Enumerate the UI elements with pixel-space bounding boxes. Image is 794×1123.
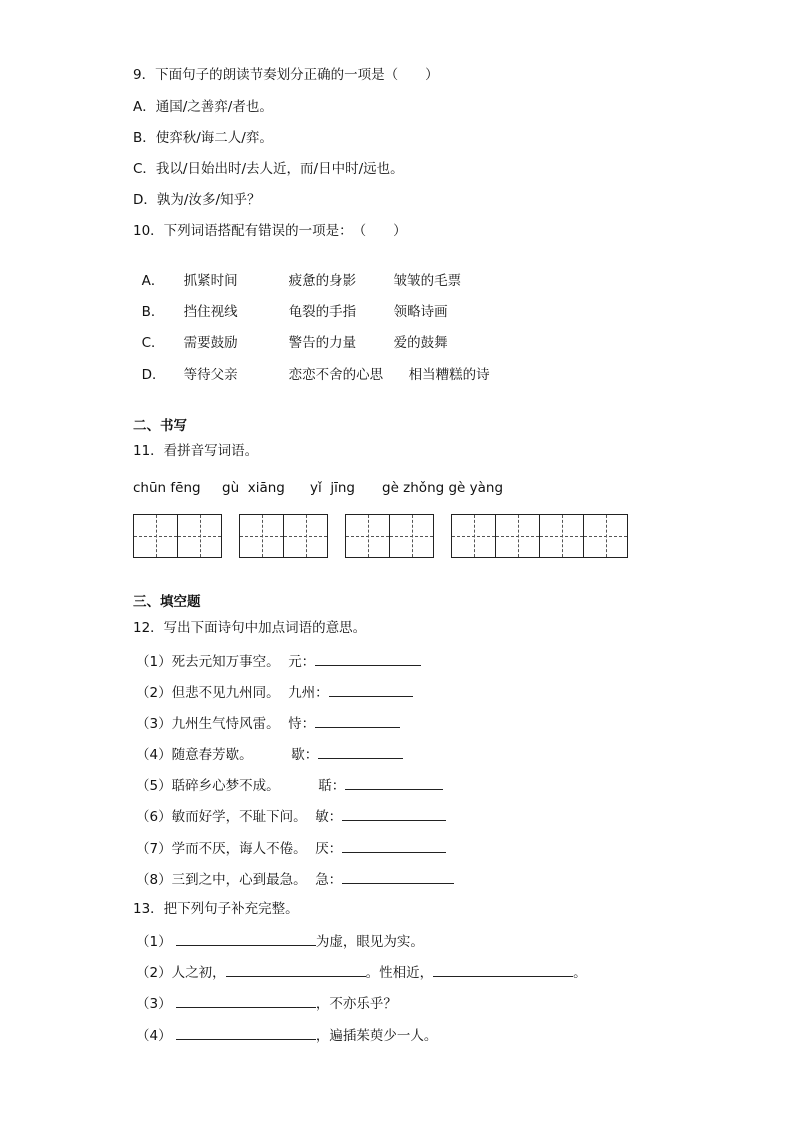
q9-option-c: C．我以/日始出时/去人近，而/日中时/远也。 [133,161,404,177]
answer-blank[interactable] [433,962,573,977]
word: 疲惫的身影 [288,273,357,289]
q10-option-c [133,316,448,352]
answer-blank[interactable] [315,651,421,666]
answer-blank[interactable] [345,775,443,790]
word: 抓紧时间 [183,273,238,289]
pinyin-1: chūn fēng [133,480,201,496]
answer-blank[interactable] [176,1025,316,1040]
word: 领略诗画 [393,304,448,320]
word: 警告的力量 [288,335,357,351]
q12-item-8: （8）三到之中，心到最急。 急： [136,869,454,889]
option-label: B． [141,304,165,320]
q13-item-4: （4） ，遍插茱萸少一人。 [136,1025,437,1045]
q11-stem: 11．看拼音写词语。 [133,443,259,459]
answer-blank[interactable] [315,713,400,728]
word: 需要鼓励 [183,335,238,351]
q9-option-a: A．通国/之善弈/者也。 [133,99,273,115]
answer-blank[interactable] [342,806,446,821]
writing-grid-3[interactable] [345,514,433,558]
q9-option-b: B．使弈秋/诲二人/弈。 [133,130,273,146]
pinyin-2: gù xiāng [222,480,285,496]
q12-item-5: （5）聒碎乡心梦不成。 聒： [136,775,443,795]
option-label: A． [141,273,165,289]
word: 皱皱的毛票 [393,273,462,289]
writing-grid-2[interactable] [239,514,327,558]
writing-cell[interactable] [177,514,222,558]
pinyin-3: yǐ jīng [310,480,355,496]
writing-grid-4[interactable] [451,514,627,558]
pinyin-4: gè zhǒng gè yàng [382,480,504,496]
writing-grid-1[interactable] [133,514,221,558]
word: 等待父亲 [183,367,238,383]
answer-blank[interactable] [342,838,446,853]
q12-item-3: （3）九州生气恃风雷。 恃： [136,713,400,733]
q12-item-1: （1）死去元知万事空。 元： [136,651,421,671]
word: 恋恋不舍的心思 [288,367,384,383]
option-label: D． [141,367,166,383]
section-2-title: 二、书写 [133,418,187,434]
answer-blank[interactable] [318,744,403,759]
writing-cell[interactable] [283,514,328,558]
word: 爱的鼓舞 [393,335,448,351]
q9-option-d: D．孰为/汝多/知乎？ [133,192,261,208]
q9-stem: 9．下面句子的朗读节奏划分正确的一项是（ ） [133,67,439,83]
writing-cell[interactable] [239,514,284,558]
option-label: C． [141,335,165,351]
q10-stem: 10．下列词语搭配有错误的一项是： （ ） [133,223,407,239]
q12-item-4: （4）随意春芳歇。 歇： [136,744,403,764]
answer-blank[interactable] [342,869,454,884]
section-3-title: 三、填空题 [133,594,201,610]
answer-blank[interactable] [176,993,316,1008]
q12-item-6: （6）敏而好学，不耻下问。 敏： [136,806,446,826]
writing-cell[interactable] [539,514,584,558]
word: 相当糟糕的诗 [408,367,490,383]
q13-item-2: （2）人之初， 。性相近， 。 [136,962,587,982]
writing-cell[interactable] [133,514,178,558]
q13-item-3: （3） ，不亦乐乎？ [136,993,397,1013]
answer-blank[interactable] [329,682,413,697]
answer-blank[interactable] [226,962,366,977]
q13-stem: 13．把下列句子补充完整。 [133,901,299,917]
writing-cell[interactable] [583,514,628,558]
writing-cell[interactable] [389,514,434,558]
writing-cell[interactable] [495,514,540,558]
writing-cell[interactable] [451,514,496,558]
q13-item-1: （1） 为虚，眼见为实。 [136,931,424,951]
writing-cell[interactable] [345,514,390,558]
word: 龟裂的手指 [288,304,357,320]
q10-option-d [133,348,490,384]
word: 挡住视线 [183,304,238,320]
answer-blank[interactable] [176,931,316,946]
q12-item-2: （2）但悲不见九州同。 九州： [136,682,413,702]
q12-item-7: （7）学而不厌，诲人不倦。 厌： [136,838,446,858]
q12-stem: 12．写出下面诗句中加点词语的意思。 [133,620,367,636]
